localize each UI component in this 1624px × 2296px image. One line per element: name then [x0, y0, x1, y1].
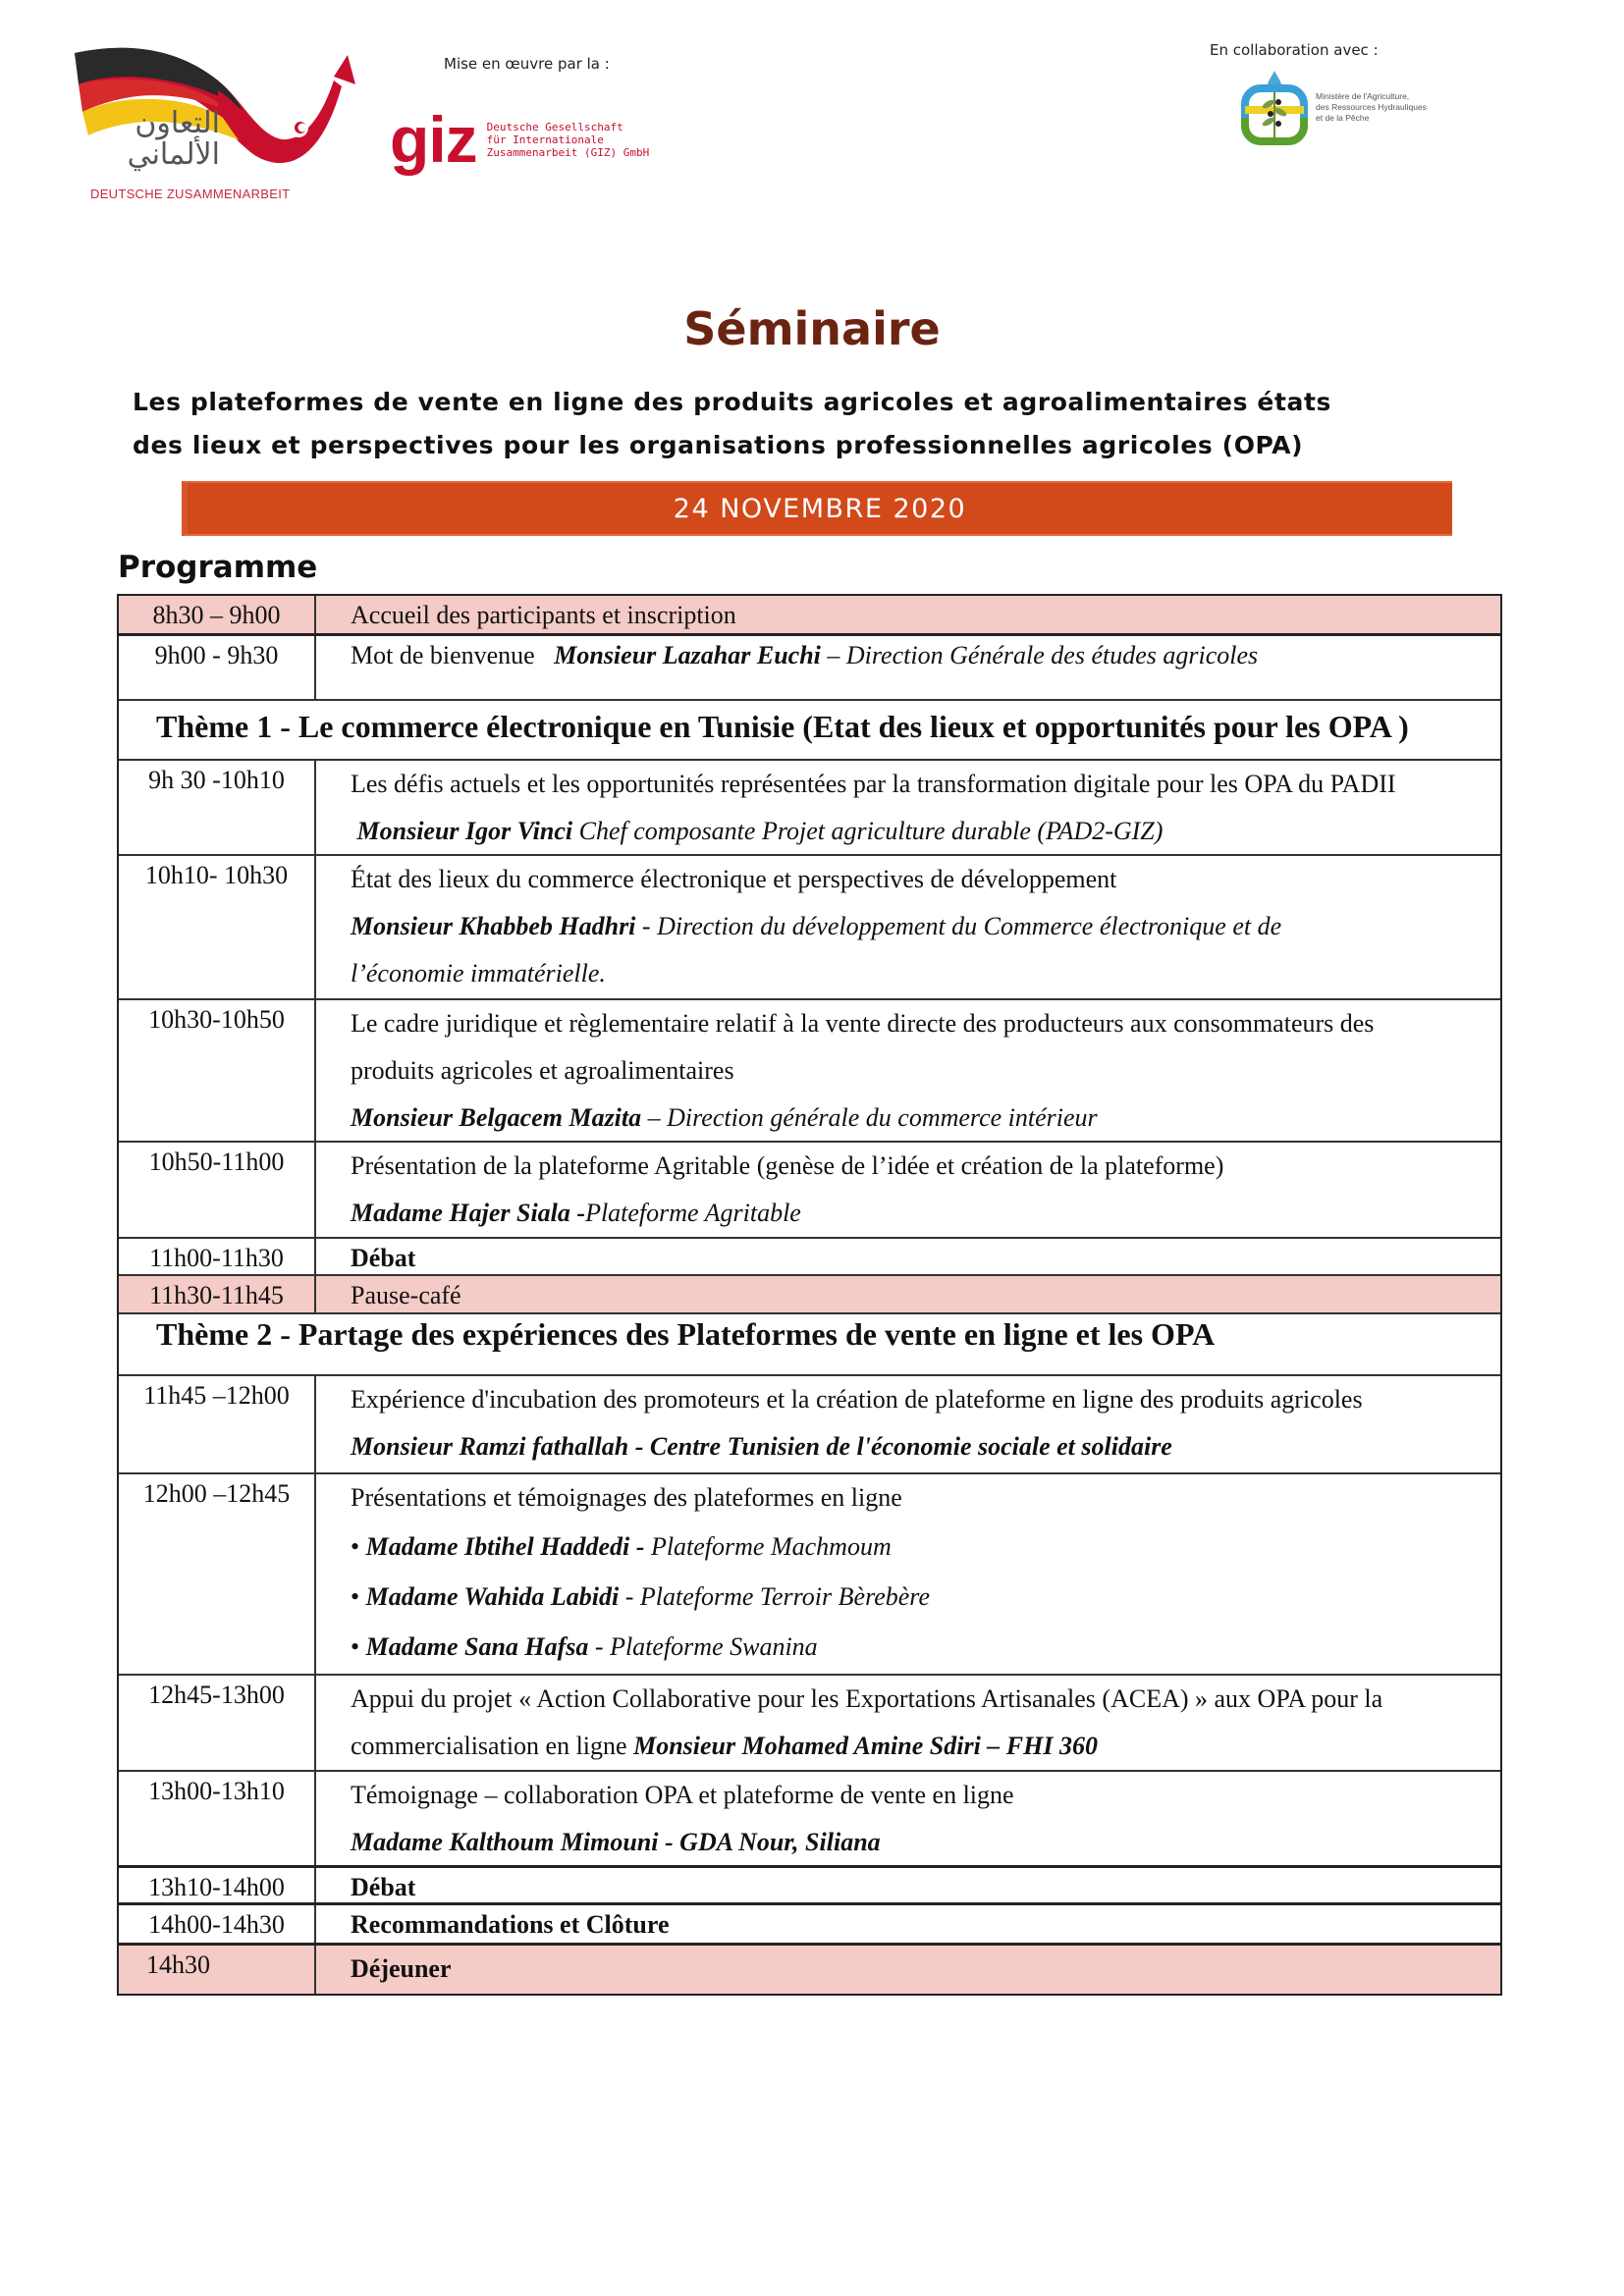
row-content: Recommandations et Clôture	[351, 1910, 670, 1939]
activity-text-cont: produits agricoles et agroalimentaires	[351, 1056, 734, 1085]
speaker-name: Madame Wahida Labidi	[365, 1582, 620, 1611]
speaker-name: Monsieur Belgacem Mazita	[351, 1103, 642, 1132]
speaker-affiliation: - Plateforme Terroir Bèrebère	[619, 1582, 930, 1611]
table-row	[119, 1472, 1500, 1674]
table-row	[119, 998, 1500, 1141]
table-row	[119, 759, 1500, 854]
row-content	[316, 636, 1500, 699]
list-item	[351, 1622, 1490, 1672]
table-row	[119, 1674, 1500, 1770]
giz-mark: giz	[390, 103, 477, 176]
row-time: 13h00-13h10	[119, 1772, 316, 1865]
speaker-name: Monsieur Lazahar Euchi	[554, 641, 821, 669]
ministry-line-1: Ministère de l'Agriculture,	[1316, 90, 1410, 101]
activity-text: Mot de bienvenue	[351, 641, 535, 669]
speaker-affiliation: Plateforme Machmoum	[644, 1532, 892, 1561]
row-content: Débat	[351, 1873, 416, 1901]
activity-text: Témoignage – collaboration OPA et plateforme de vente en ligne	[351, 1781, 1014, 1809]
giz-fullname	[487, 121, 650, 159]
giz-line-2: für Internationale	[486, 133, 604, 146]
speaker-name: Madame Kalthoum Mimouni - GDA Nour, Siliana	[351, 1828, 881, 1856]
list-item	[351, 1522, 1490, 1572]
table-row	[119, 1943, 1500, 1994]
row-time: 10h30-10h50	[119, 1000, 316, 1141]
programme-heading: Programme	[118, 550, 318, 585]
table-row	[119, 1865, 1500, 1902]
table-row	[119, 1902, 1500, 1943]
speaker-affiliation: - Direction du développement du Commerce électronique et de	[635, 912, 1282, 940]
event-date: 24 NOVEMBRE 2020	[673, 493, 967, 524]
speaker-name: Madame Ibtihel Haddedi -	[365, 1532, 645, 1561]
row-time: 10h10- 10h30	[119, 856, 316, 998]
activity-text: Appui du projet « Action Collaborative pour les Exportations Artisanales (ACEA) » aux OPA pour la	[351, 1684, 1383, 1713]
bullet-icon: •	[351, 1582, 360, 1611]
row-content: Débat	[351, 1244, 416, 1272]
ministry-name	[1316, 91, 1427, 124]
speaker-affiliation: - Plateforme Swanina	[588, 1632, 818, 1661]
page-title: Séminaire	[683, 302, 941, 355]
activity-text: Expérience d'incubation des promoteurs et la création de plateforme en ligne des produits agricoles	[351, 1385, 1363, 1414]
programme-table	[117, 594, 1502, 1996]
row-time: 9h00 - 9h30	[119, 636, 316, 699]
speaker-affiliation: – Direction générale du commerce intérieur	[641, 1103, 1098, 1132]
speaker-name: Monsieur Ramzi fathallah - Centre Tunisien de l'économie sociale et solidaire	[351, 1432, 1172, 1461]
row-time: 13h10-14h00	[119, 1868, 316, 1902]
row-content	[316, 856, 1500, 998]
speaker-affiliation: Chef composante Projet agriculture durable (PAD2-GIZ)	[572, 817, 1164, 845]
speaker-affiliation: – Direction Générale des études agricoles	[820, 641, 1259, 669]
speaker-affiliation: Plateforme Agritable	[585, 1199, 801, 1227]
activity-text: Le cadre juridique et règlementaire relatif à la vente directe des producteurs aux consommateurs des	[351, 1009, 1375, 1038]
row-content	[316, 1474, 1500, 1674]
ministry-line-3: et de la Pêche	[1316, 112, 1370, 123]
speaker-name: Monsieur Igor Vinci	[356, 817, 573, 845]
speaker-name: Madame Hajer Siala -	[351, 1199, 586, 1227]
date-banner	[182, 481, 1452, 536]
row-content	[316, 1376, 1500, 1472]
row-content	[316, 761, 1500, 854]
row-content: Pause-café	[351, 1281, 461, 1309]
row-time: 11h45 –12h00	[119, 1376, 316, 1472]
table-row	[119, 854, 1500, 998]
activity-text: Présentation de la plateforme Agritable (genèse de l’idée et création de la plateforme)	[351, 1151, 1224, 1180]
bullet-icon: •	[351, 1632, 360, 1661]
row-time: 12h00 –12h45	[119, 1474, 316, 1674]
activity-text: Les défis actuels et les opportunités représentées par la transformation digitale pour les OPA du PADII	[351, 770, 1396, 798]
table-row	[119, 1237, 1500, 1274]
theme-header-2: Thème 2 - Partage des expériences des Plateformes de vente en ligne et les OPA	[119, 1312, 1500, 1374]
activity-text: Présentations et témoignages des plateformes en ligne	[351, 1483, 902, 1512]
activity-text: État des lieux du commerce électronique et perspectives de développement	[351, 865, 1117, 893]
row-content	[316, 1772, 1500, 1865]
row-content: Accueil des participants et inscription	[351, 601, 736, 629]
table-row	[119, 1374, 1500, 1472]
table-row	[119, 1141, 1500, 1237]
subtitle-line-1: Les plateformes de vente en ligne des produits agricoles et agroalimentaires états	[133, 388, 1332, 416]
row-content: Déjeuner	[351, 1954, 452, 1983]
theme-header-1: Thème 1 - Le commerce électronique en Tunisie (Etat des lieux et opportunités pour les OPA )	[119, 699, 1500, 759]
row-content	[316, 1143, 1500, 1237]
seminar-subtitle	[133, 381, 1507, 467]
list-item	[351, 1572, 1490, 1622]
partner-caption: DEUTSCHE ZUSAMMENARBEIT	[90, 187, 291, 201]
row-content	[316, 1000, 1500, 1141]
ministry-logo	[1239, 69, 1427, 145]
table-row	[119, 633, 1500, 699]
row-time: 11h00-11h30	[119, 1239, 316, 1274]
row-time: 14h30	[119, 1946, 316, 1994]
table-row	[119, 1770, 1500, 1865]
row-time: 11h30-11h45	[119, 1276, 316, 1312]
table-row	[119, 1274, 1500, 1312]
table-row	[119, 596, 1500, 633]
giz-line-1: Deutsche Gesellschaft	[486, 120, 623, 133]
speaker-affiliation-cont: l’économie immatérielle.	[351, 959, 606, 988]
row-time: 10h50-11h00	[119, 1143, 316, 1237]
row-content	[316, 1676, 1500, 1770]
row-time: 8h30 – 9h00	[119, 596, 316, 633]
row-time: 12h45-13h00	[119, 1676, 316, 1770]
speaker-name: Monsieur Mohamed Amine Sdiri – FHI 360	[633, 1732, 1098, 1760]
collaboration-label: En collaboration avec :	[1210, 41, 1379, 59]
speaker-name: Monsieur Khabbeb Hadhri	[351, 912, 636, 940]
row-time: 9h 30 -10h10	[119, 761, 316, 854]
activity-text-cont: commercialisation en ligne	[351, 1732, 634, 1760]
deutsche-zusammenarbeit-logo	[71, 41, 375, 208]
subtitle-line-2: des lieux et perspectives pour les organisations professionnelles agricoles (OPA)	[133, 431, 1304, 459]
bullet-icon: •	[351, 1532, 360, 1561]
ministry-line-2: des Ressources Hydrauliques	[1316, 101, 1427, 112]
giz-line-3: Zusammenarbeit (GIZ) GmbH	[486, 145, 650, 159]
ministry-emblem-icon	[1239, 69, 1310, 145]
speaker-name: Madame Sana Hafsa	[365, 1632, 589, 1661]
row-time: 14h00-14h30	[119, 1905, 316, 1943]
implementer-label: Mise en œuvre par la :	[444, 55, 610, 73]
giz-logo	[390, 103, 650, 176]
partner-arabic-text: التعاون الألماني	[127, 106, 220, 172]
